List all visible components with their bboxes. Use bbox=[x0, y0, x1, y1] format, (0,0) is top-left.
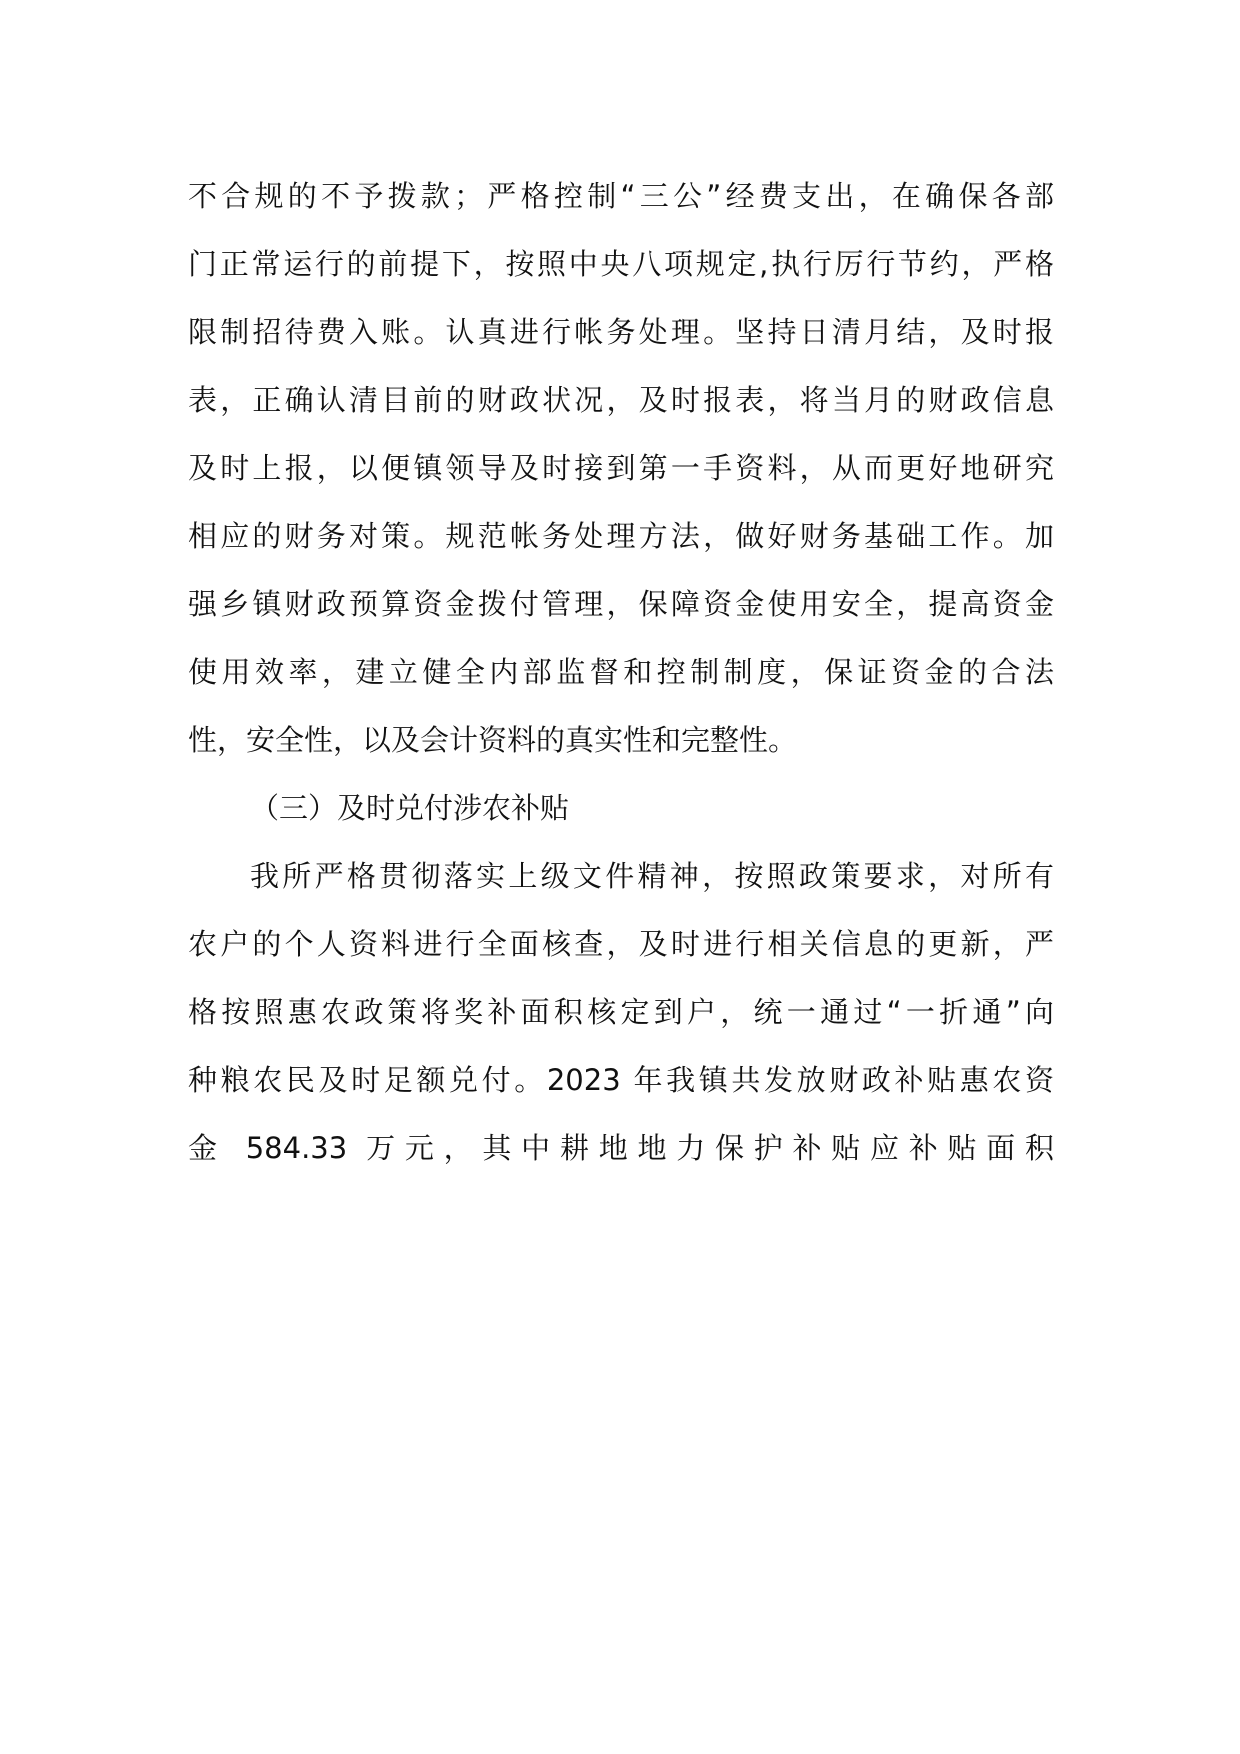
paragraph-line-13: 格按照惠农政策将奖补面积核定到户，统一通过“一折通”向 bbox=[188, 995, 1054, 1029]
paragraph-line-11: 我所严格贯彻落实上级文件精神，按照政策要求，对所有 bbox=[250, 859, 1054, 893]
paragraph-line-3: 限制招待费入账。认真进行帐务处理。坚持日清月结，及时报 bbox=[188, 315, 1054, 349]
paragraph-line-2: 门正常运行的前提下，按照中央八项规定,执行厉行节约，严格 bbox=[188, 247, 1054, 281]
paragraph-line-12: 农户的个人资料进行全面核查，及时进行相关信息的更新，严 bbox=[188, 927, 1054, 961]
paragraph-line-6: 相应的财务对策。规范帐务处理方法，做好财务基础工作。加 bbox=[188, 519, 1054, 553]
paragraph-line-14: 种粮农民及时足额兑付。2023 年我镇共发放财政补贴惠农资 bbox=[188, 1063, 1054, 1097]
paragraph-line-5: 及时上报，以便镇领导及时接到第一手资料，从而更好地研究 bbox=[188, 451, 1054, 485]
section-heading: （三）及时兑付涉农补贴 bbox=[250, 791, 570, 825]
paragraph-line-1: 不合规的不予拨款；严格控制“三公”经费支出，在确保各部 bbox=[188, 179, 1054, 213]
paragraph-line-9: 性，安全性，以及会计资料的真实性和完整性。 bbox=[188, 723, 798, 757]
paragraph-line-4: 表，正确认清目前的财政状况，及时报表，将当月的财政信息 bbox=[188, 383, 1054, 417]
paragraph-line-15: 金 584.33 万元，其中耕地地力保护补贴应补贴面积 bbox=[188, 1131, 1054, 1165]
paragraph-line-7: 强乡镇财政预算资金拨付管理，保障资金使用安全，提高资金 bbox=[188, 587, 1054, 621]
paragraph-line-8: 使用效率，建立健全内部监督和控制制度，保证资金的合法 bbox=[188, 655, 1054, 689]
